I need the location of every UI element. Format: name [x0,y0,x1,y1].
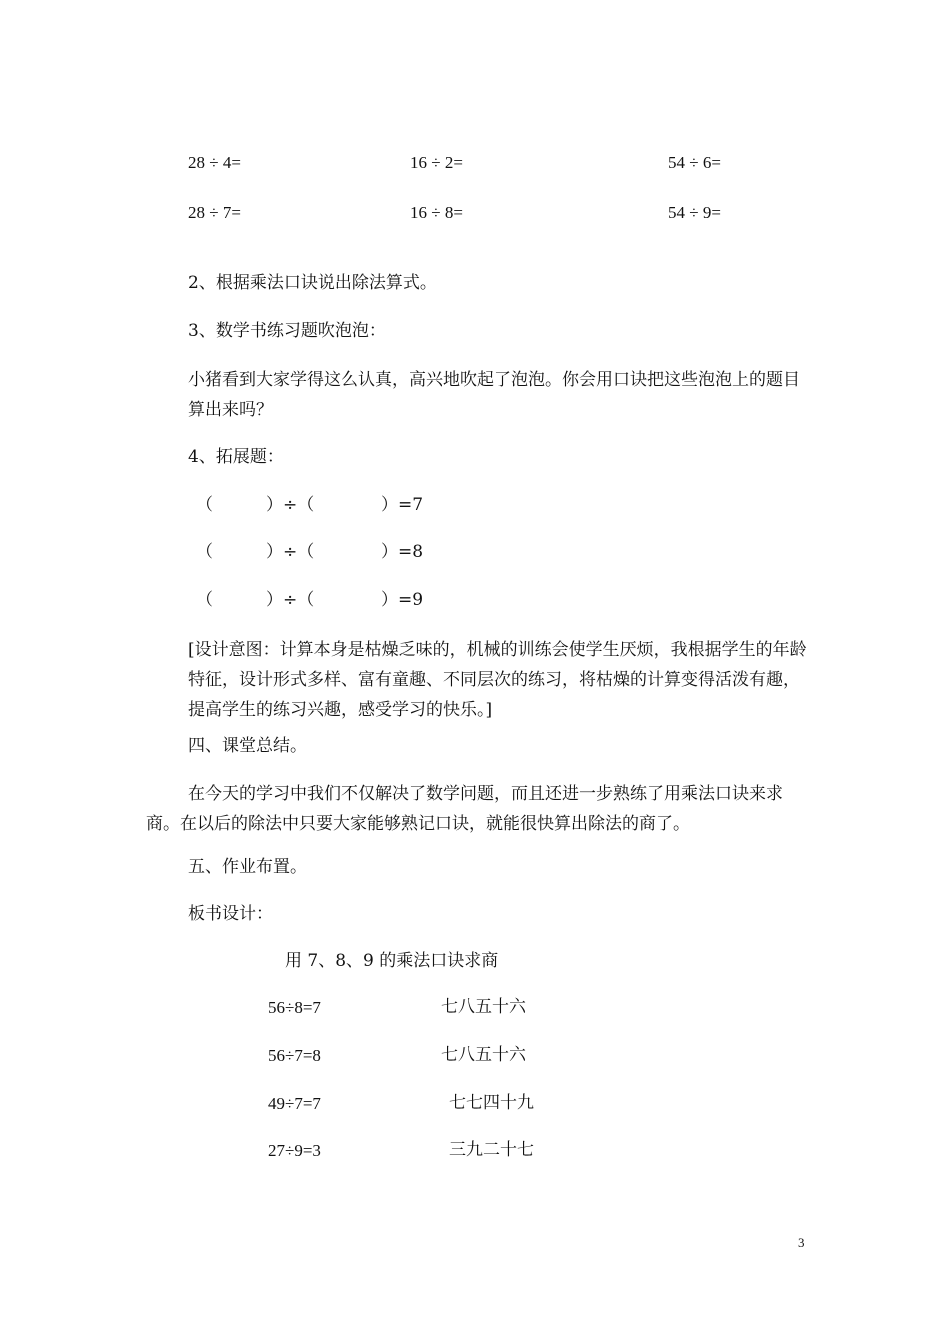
section-4-heading: 四、课堂总结。 [188,736,307,756]
result-7: ）=7 [381,495,424,515]
paren-open: （ [196,495,213,515]
item-4-heading: 4、拓展题： [188,447,284,467]
item-3-heading: 3、数学书练习题吹泡泡： [188,321,386,341]
result-9: ）=9 [381,590,424,610]
exercise-16-div-2: 16 ÷ 2= [410,153,463,172]
board-title: 用 7、8、9 的乘法口诀求商 [285,951,499,971]
board-rhyme: 七七四十九 [449,1093,534,1113]
paren-open: （ [196,590,213,610]
board-equation: 27÷9=3 [268,1141,321,1160]
board-equation: 56÷8=7 [268,998,321,1017]
board-design-label: 板书设计： [188,904,273,924]
section-5-heading: 五、作业布置。 [188,857,307,877]
page-number: 3 [798,1235,805,1250]
exercise-28-div-7: 28 ÷ 7= [188,203,241,222]
item-2-heading: 2、根据乘法口诀说出除法算式。 [188,273,437,293]
board-equation: 56÷7=8 [268,1046,321,1065]
board-rhyme: 三九二十七 [449,1140,534,1160]
exercise-54-div-9: 54 ÷ 9= [668,203,721,222]
summary-paragraph: 在今天的学习中我们不仅解决了数学问题，而且还进一步熟练了用乘法口诀来求商。在以后的除法中只要大家能够熟记口诀，就能很快算出除法的商了。 [146,784,783,834]
board-rhyme: 七八五十六 [441,997,526,1017]
board-rhyme: 七八五十六 [441,1045,526,1065]
item-3-text: 小猪看到大家学得这么认真，高兴地吹起了泡泡。你会用口诀把这些泡泡上的题目算出来吗？ [188,370,800,420]
board-equation: 49÷7=7 [268,1094,321,1113]
exercise-28-div-4: 28 ÷ 4= [188,153,241,172]
paren-divide: ）÷（ [266,590,315,610]
result-8: ）=8 [381,542,424,562]
design-intent: [设计意图：计算本身是枯燥乏味的，机械的训练会使学生厌烦，我根据学生的年龄特征，设计形式多样、富有童趣、不同层次的练习，将枯燥的计算变得活泼有趣，提高学生的练习兴趣，感受学习的快乐。] [188,640,807,720]
paren-divide: ）÷（ [266,542,315,562]
exercise-54-div-6: 54 ÷ 6= [668,153,721,172]
paren-divide: ）÷（ [266,495,315,515]
paren-open: （ [196,542,213,562]
exercise-16-div-8: 16 ÷ 8= [410,203,463,222]
